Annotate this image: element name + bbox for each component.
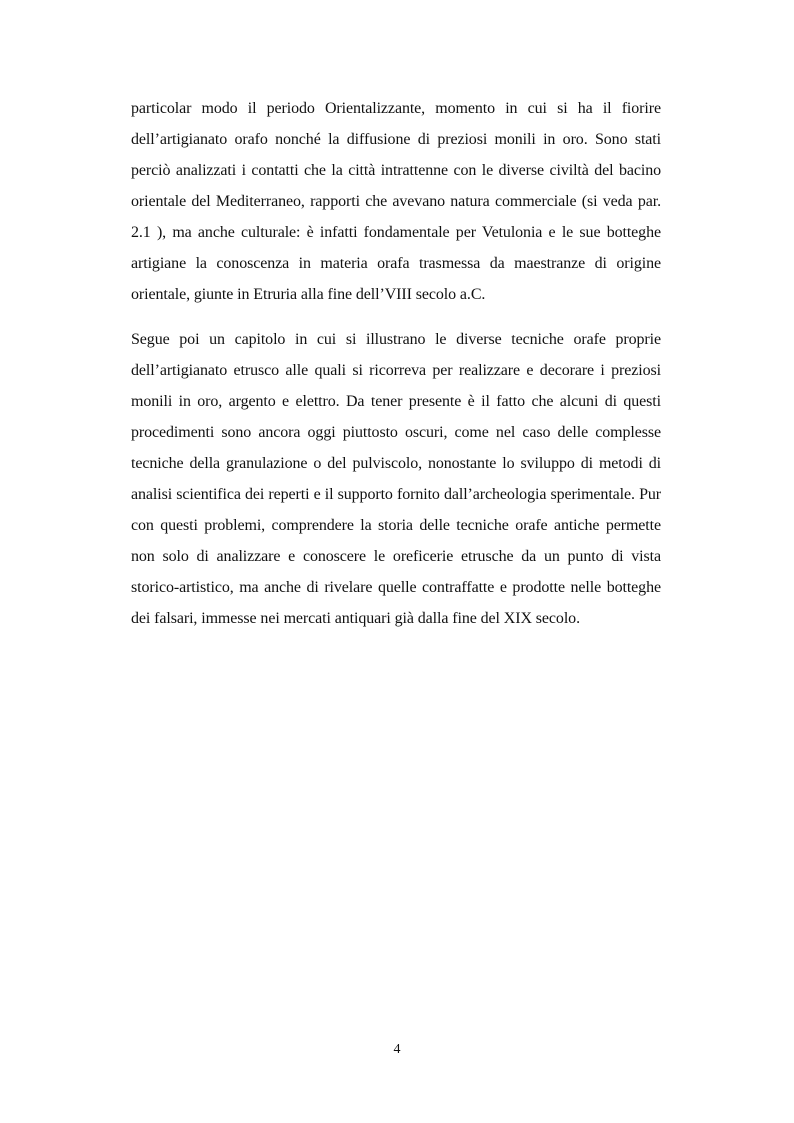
page-body [131, 93, 661, 634]
paragraph-goldsmith-techniques: Segue poi un capitolo in cui si illustrano le diverse tecniche orafe proprie dell’artigianato etrusco alle quali si ricorreva per realizzare e decorare i preziosi monili in oro, argento e elettro. Da tener presente è il fatto che alcuni di questi procedimenti sono ancora oggi piuttosto oscuri, come nel caso delle complesse tecniche della granulazione o del pulviscolo, nonostante lo sviluppo di metodi di analisi scientifica dei reperti e il supporto fornito dall’archeologia sperimentale. Pur con questi problemi, comprendere la storia delle tecniche orafe antiche permette non solo di analizzare e conoscere le oreficerie etrusche da un punto di vista storico-artistico, ma anche di rivelare quelle contraffatte e prodotte nelle botteghe dei falsari, immesse nei mercati antiquari già dalla fine del XIX secolo. [131, 331, 661, 627]
paragraph-orientalizing-period: particolar modo il periodo Orientalizzante, momento in cui si ha il fiorire dell’artigianato orafo nonché la diffusione di preziosi monili in oro. Sono stati perciò analizzati i contatti che la città intrattenne con le diverse civiltà del bacino orientale del Mediterraneo, rapporti che avevano natura commerciale (si veda par. 2.1 ), ma anche culturale: è infatti fondamentale per Vetulonia e le sue botteghe artigiane la conoscenza in materia orafa trasmessa da maestranze di origine orientale, giunte in Etruria alla fine dell’VIII secolo a.C. [131, 100, 661, 303]
page-number: 4 [393, 1042, 401, 1057]
